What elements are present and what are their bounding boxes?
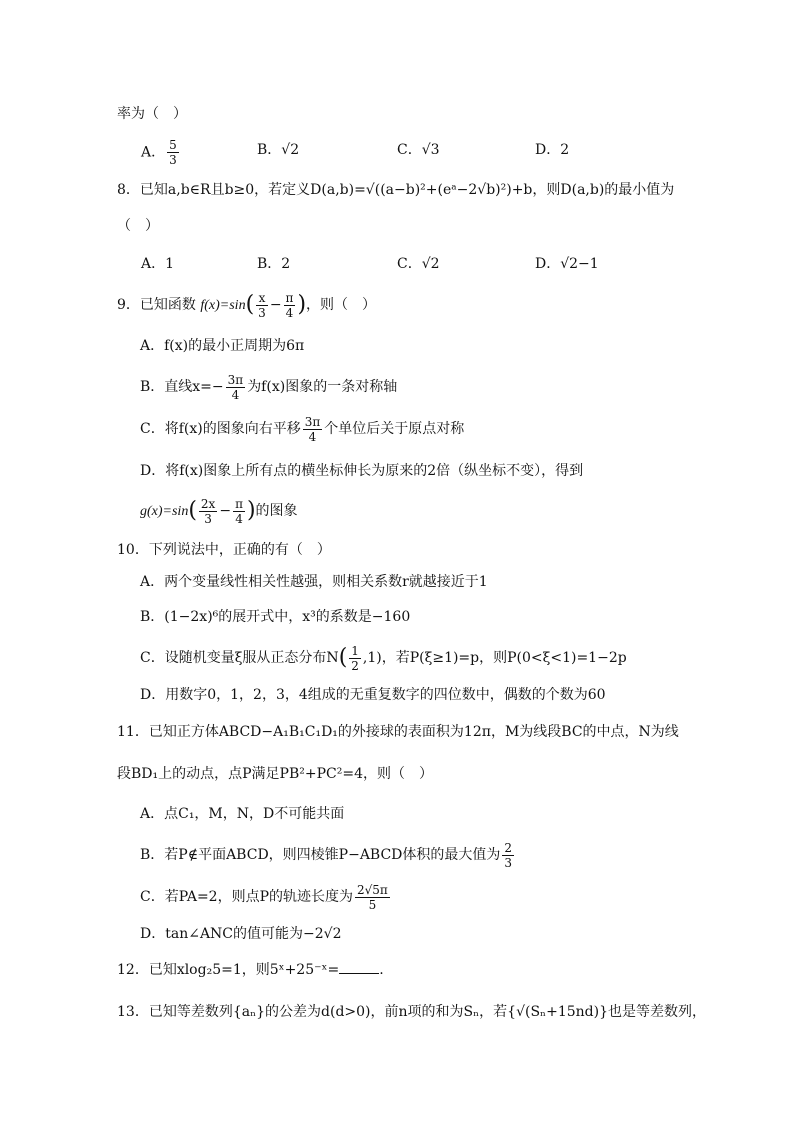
question12: 12．已知xlog₂5=1，则5ˣ+25⁻ˣ= . <box>117 962 384 978</box>
q7-option-a-fraction: $\frac{5}{3}$ <box>169 138 177 167</box>
q11-option-d: D．tan∠ANC的值可能为−2√2 <box>140 926 342 942</box>
q8-option-b: B．2 <box>257 256 291 272</box>
q7-option-b: B．√2 <box>257 142 300 158</box>
q8-option-c: C．√2 <box>397 256 440 272</box>
q11-option-a: A．点C₁，M，N，D不可能共面 <box>140 806 345 822</box>
q10-option-a: A．两个变量线性相关性越强，则相关系数r就越接近于1 <box>140 574 488 590</box>
q11-option-c: C．若PA=2，则点P的轨迹长度为 $\frac{2√5\pi}{5}$ <box>140 882 388 912</box>
q11-option-b: B．若P∉平面ABCD，则四棱锥P−ABCD体积的最大值为 $\frac{2}{3}$ <box>140 840 513 870</box>
q7-option-d: D．2 <box>535 142 570 158</box>
answer-blank <box>339 961 379 974</box>
q9-option-c: C．将f(x)的图象向右平移 $\frac{3\pi}{4}$ 个单位后关于原点对称 <box>140 414 465 444</box>
q9-option-d: D．将f(x)图象上所有点的横坐标伸长为原来的2倍（纵坐标不变），得到 <box>140 463 584 479</box>
q7-option-a: A． $\frac{5}{3}$ <box>141 138 177 167</box>
q9-option-d-continued: g(x)=sin( $\frac{2x}{3}$ − $\frac{\pi}{4}$ )的图象 <box>140 496 298 526</box>
question11-stem-continued: 段BD₁上的动点，点P满足PB²+PC²=4，则（ ） <box>117 766 433 782</box>
question10-stem: 10．下列说法中，正确的有（ ） <box>117 542 331 558</box>
question8-paren: （ ） <box>117 218 159 234</box>
question9-stem: 9．已知函数 f(x)=sin( $\frac{x}{3}$ − $\frac{\pi}{4}$ )，则（ ） <box>117 290 377 320</box>
q7-option-c: C．√3 <box>397 142 440 158</box>
q8-option-a: A．1 <box>141 256 175 272</box>
q8-option-d: D．√2−1 <box>535 256 599 272</box>
q9-option-b: B．直线x=− $\frac{3\pi}{4}$ 为f(x)图象的一条对称轴 <box>140 372 398 402</box>
q9-option-a: A．f(x)的最小正周期为6π <box>140 338 305 354</box>
question7-continuation: 率为（ ） <box>117 106 187 122</box>
question8-stem: 8．已知a,b∈R且b≥0，若定义D(a,b)=√((a−b)²+(eᵃ−2√b)²)+b，则D(a,b)的最小值为 <box>117 182 675 198</box>
q10-option-b: B．(1−2x)⁶的展开式中，x³的系数是−160 <box>140 609 411 625</box>
question13-stem: 13．已知等差数列{aₙ}的公差为d(d>0)，前n项的和为Sₙ，若{√(Sₙ+15nd)}也是等差数列， <box>117 1004 707 1020</box>
q10-option-d: D．用数字0，1，2，3，4组成的无重复数字的四位数中，偶数的个数为60 <box>140 687 606 703</box>
question11-stem: 11．已知正方体ABCD−A₁B₁C₁D₁的外接球的表面积为12π，M为线段BC的中点，N为线 <box>117 724 679 740</box>
q10-option-c: C．设随机变量ξ服从正态分布N( $\frac{1}{2}$ ,1)，若P(ξ≥1)=p，则P(0<ξ<1)=1−2p <box>140 643 627 673</box>
